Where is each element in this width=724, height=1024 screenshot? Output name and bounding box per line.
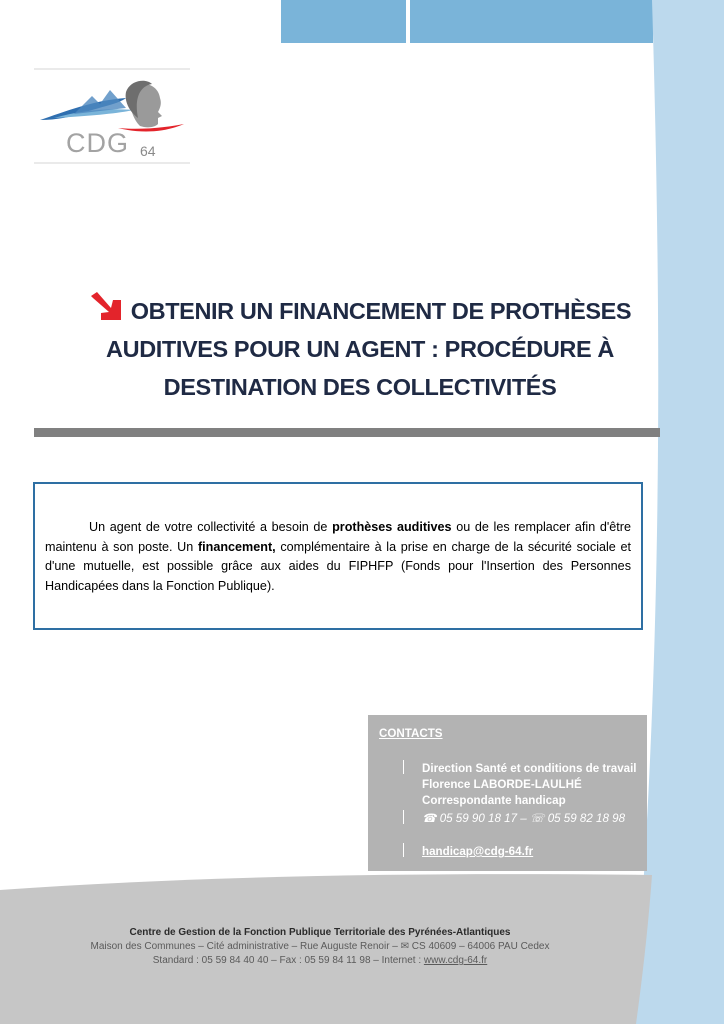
contacts-heading: CONTACTS <box>379 727 443 740</box>
footer-address-text: Maison des Communes – Cité administrative – Rue Auguste Renoir – <box>90 941 401 952</box>
contacts-box <box>368 715 647 871</box>
page-footer <box>0 926 640 968</box>
phone-separator: – <box>517 812 530 825</box>
fax-icon: ☏ <box>529 812 545 825</box>
contacts-role: Correspondante handicap <box>422 794 566 807</box>
footer-address-cs: CS 40609 – 64006 PAU Cedex <box>409 941 550 952</box>
intro-bold-1: prothèses auditives <box>332 520 452 534</box>
contacts-bar-3 <box>403 843 404 857</box>
contacts-bar-1 <box>403 760 404 774</box>
footer-organisation: Centre de Gestion de la Fonction Publique Territoriale des Pyrénées-Atlantiques <box>129 927 511 938</box>
top-tab-right <box>410 0 653 43</box>
website-link[interactable]: www.cdg-64.fr <box>423 955 488 966</box>
contacts-service: Direction Santé et conditions de travail <box>422 762 637 775</box>
contacts-name: Florence LABORDE-LAULHÉ <box>422 778 582 791</box>
title-line-1 <box>60 292 660 330</box>
mail-icon: ✉ <box>400 941 410 952</box>
title-line-1-text: OBTENIR UN FINANCEMENT DE PROTHÈSES <box>130 298 632 324</box>
footer-address <box>0 940 640 954</box>
footer-phones: Standard : 05 59 84 40 40 – Fax : 05 59 84 11 98 – Internet : <box>152 955 424 966</box>
contacts-email-link[interactable]: handicap@cdg-64.fr <box>422 845 534 858</box>
title-line-2: AUDITIVES POUR UN AGENT : PROCÉDURE À <box>106 336 614 362</box>
intro-paragraph <box>45 518 631 596</box>
phone-icon: ☎ <box>422 812 437 825</box>
document-title <box>60 292 660 406</box>
title-line-3: DESTINATION DES COLLECTIVITÉS <box>163 374 557 400</box>
logo-number: 64 <box>140 143 156 159</box>
intro-text-1: Un agent de votre collectivité a besoin de <box>89 520 333 534</box>
contacts-phones <box>422 811 625 825</box>
contacts-bar-2 <box>403 810 404 824</box>
intro-bold-2: financement, <box>197 539 276 554</box>
right-blue-band <box>634 0 724 1024</box>
intro-text-3: complémentaire à la prise en charge de la sécurité sociale et d'une mutuelle, est possible grâce aux aides du FIPHFP (Fonds pour l'Insertion des Personnes Handicapées dans la Fonction Publique). <box>45 539 631 593</box>
footer-contact-line <box>0 954 640 968</box>
red-arrow-icon <box>89 292 123 322</box>
intro-text-2: ou de les remplacer afin d'être maintenu à son poste. Un <box>45 520 632 554</box>
fax-number: 05 59 82 18 98 <box>547 812 626 825</box>
title-divider <box>34 428 660 437</box>
intro-box <box>33 482 643 630</box>
logo-graphic <box>34 68 190 164</box>
phone-number: 05 59 90 18 17 <box>439 812 518 825</box>
cdg64-logo <box>34 68 190 164</box>
top-tab-left <box>281 0 406 43</box>
logo-text: CDG <box>66 128 129 158</box>
